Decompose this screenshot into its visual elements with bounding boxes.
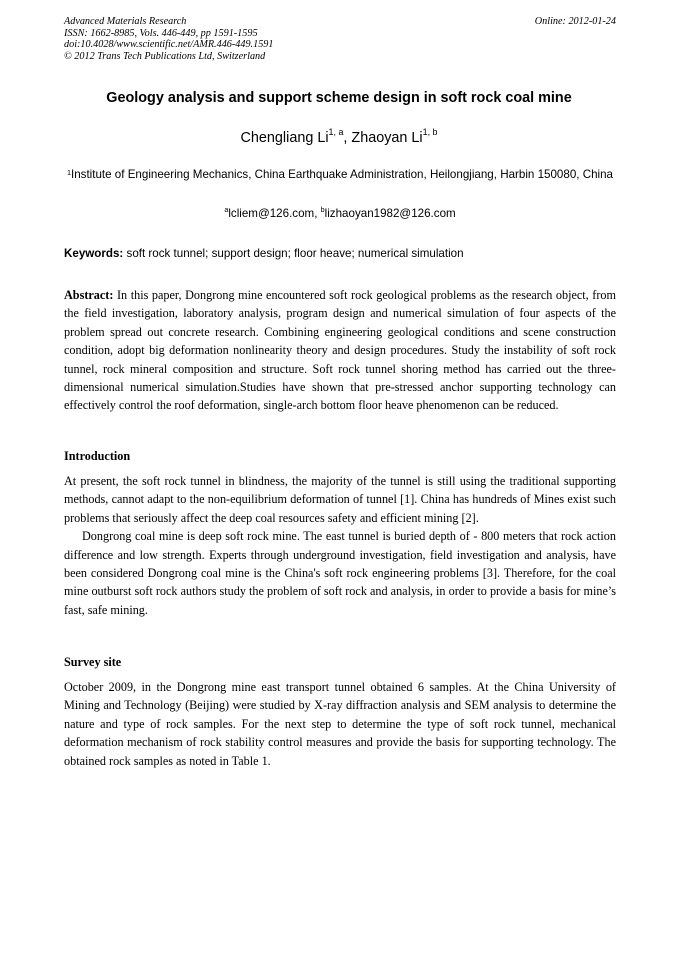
email-list: $^a$lcliem@126.com, $^b$lizhaoyan1982@126.com (224, 204, 456, 220)
author-list: Chengliang Li$^{1, a}$, Zhaoyan Li$^{1, b}$ (240, 127, 438, 146)
section-heading-introduction: Introduction (64, 449, 131, 463)
email-address[interactable]: lizhaoyan1982@126.com (324, 207, 456, 220)
keywords-label: Keywords: (64, 247, 124, 260)
affiliation-sup: 1 (66, 167, 71, 177)
journal-issn: ISSN: 1662-8985, Vols. 446-449, pp 1591-1595 (64, 27, 258, 39)
paper-title: Geology analysis and support scheme design in soft rock coal mine (106, 90, 572, 106)
paragraph: At present, the soft rock tunnel in blindness, the majority of the tunnel is still using the traditional supporting methods, cannot adapt to the non-equilibrium deformation of tunnel [1]. China has hundreds of Mines exist such problems that seriously affect the deep coal resources safety and efficient mining [2]. (64, 474, 616, 525)
abstract (64, 286, 616, 415)
paragraph: Dongrong coal mine is deep soft rock mine. The east tunnel is buried depth of - 800 meters that rock action difference and low strength. Experts through underground investigation, field investigation and analysis, have been considered Dongrong coal mine is the China's soft rock engineering problems [3]. Therefore, for the coal mine outburst soft rock authors study the problem of soft rock and analysis, in order to provide a basis for mine’s fast, safe mining. (64, 529, 616, 617)
keywords-text: soft rock tunnel; support design; floor heave; numerical simulation (126, 247, 464, 260)
paragraph: October 2009, in the Dongrong mine east transport tunnel obtained 6 samples. At the China University of Mining and Technology (Beijing) were studied by X-ray diffraction analysis and SEM analysis to determine the nature and type of rock samples. For the next step to determine the type of soft rock tunnel, mechanical deformation mechanism of rock stability control measures and provide the basis for supporting technology. The obtained rock samples as noted in Table 1. (64, 680, 616, 768)
author-sup: 1, a (328, 127, 344, 138)
introduction-body (64, 472, 616, 619)
author-sup: 1, b (422, 127, 438, 138)
email-sup: a (224, 204, 229, 214)
keywords (64, 247, 616, 260)
abstract-text: In this paper, Dongrong mine encountered soft rock geological problems as the research object, from the field investigation, laboratory analysis, program design and numerical simulation of four aspects of the problem spread out concrete research. Combining engineering geological conditions and scene construction condition, adopt big deformation nonlinearity theory and design procedures. Study the instability of soft rock tunnel, rock mineral composition and structure. Soft rock tunnel shoring method has carried out the three-dimensional numerical simulation.Studies have shown that pre-stressed anchor supporting technology can effectively control the roof deformation, single-arch bottom floor heave phenomenon can be reduced. (64, 288, 616, 413)
journal-doi: doi:10.4028/www.scientific.net/AMR.446-449.1591 (64, 39, 274, 51)
author-name: Chengliang Li (240, 130, 329, 146)
affiliation-text: Institute of Engineering Mechanics, China Earthquake Administration, Heilongjiang, Harbin 150080, China (70, 168, 613, 181)
affiliation (64, 165, 616, 185)
email-address[interactable]: lcliem@126.com (228, 207, 315, 220)
journal-name: Advanced Materials Research (64, 16, 187, 27)
abstract-label: Abstract: (64, 288, 114, 302)
survey-body (64, 678, 616, 770)
journal-copyright: © 2012 Trans Tech Publications Ltd, Switzerland (64, 50, 266, 62)
author-name: Zhaoyan Li (351, 130, 423, 146)
email-sup: b (320, 204, 325, 214)
section-heading-survey-site: Survey site (64, 655, 122, 669)
journal-header (64, 16, 616, 62)
online-date: Online: 2012-01-24 (534, 16, 616, 27)
